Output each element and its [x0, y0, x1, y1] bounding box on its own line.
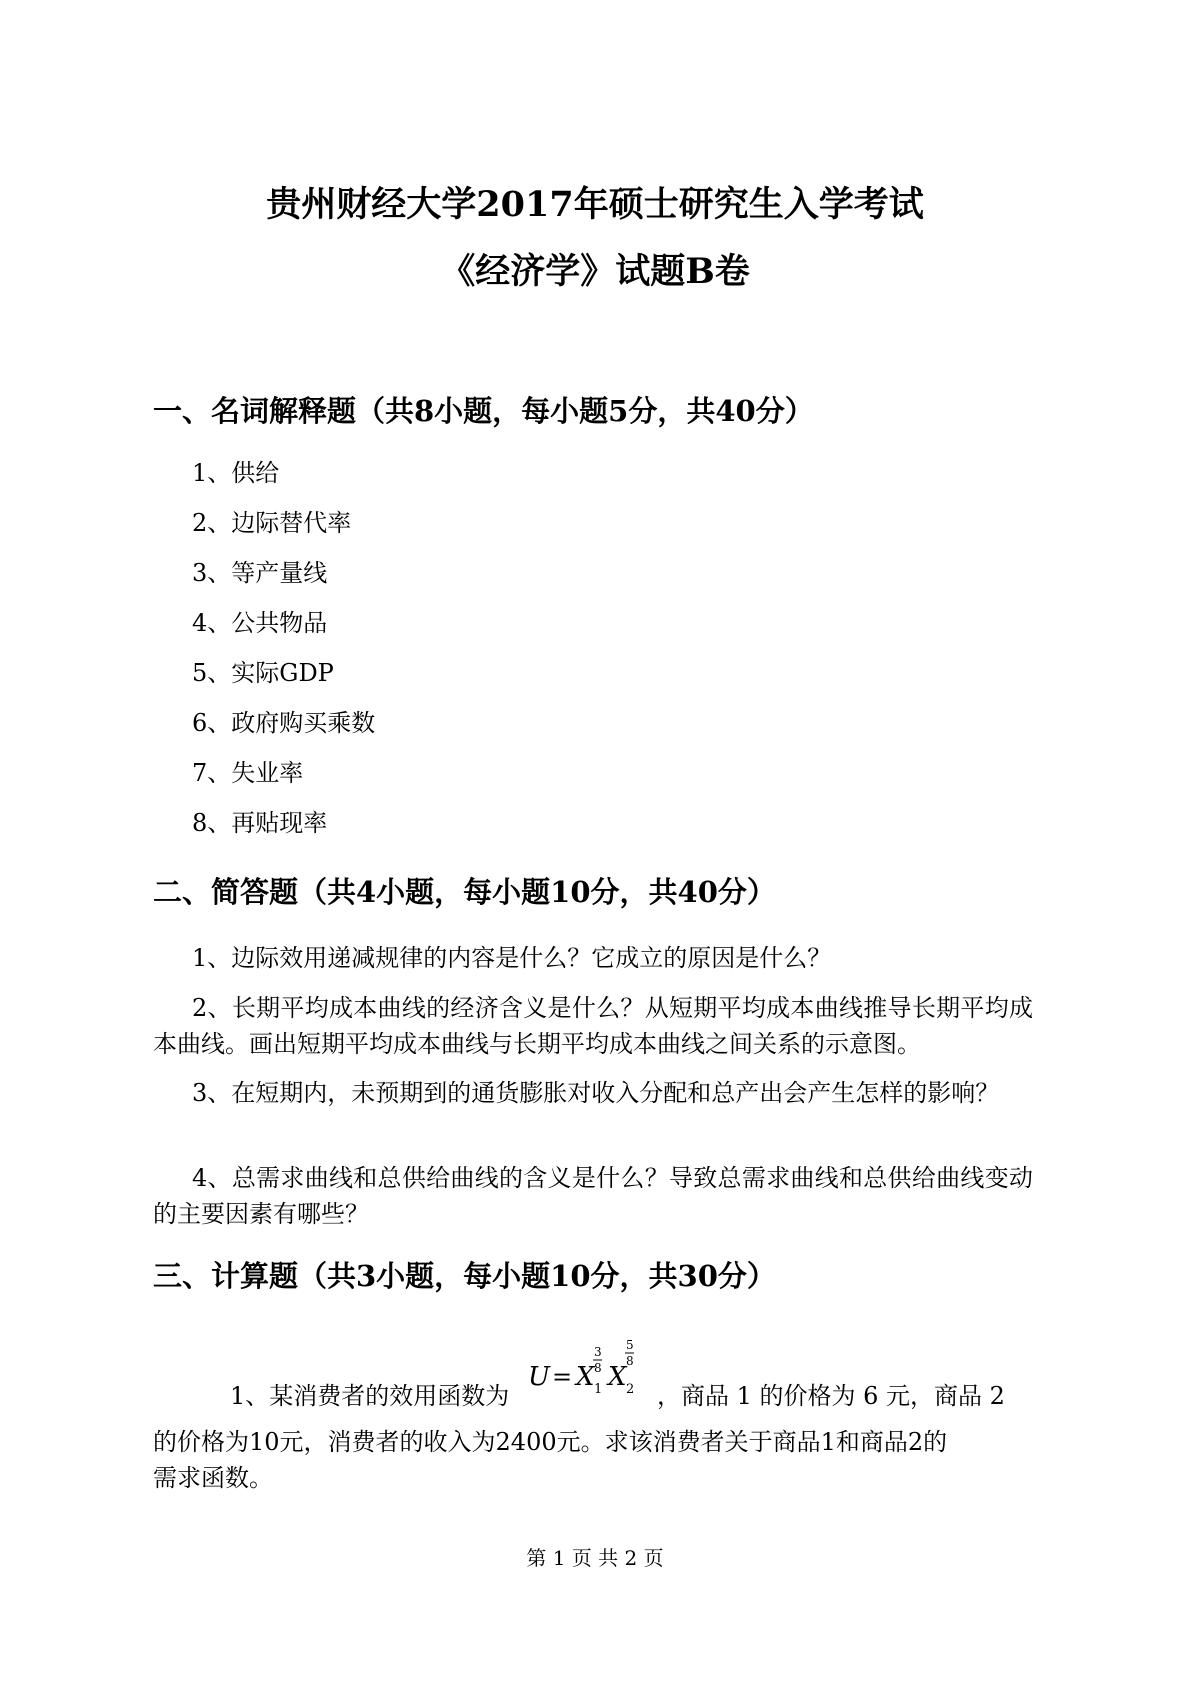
calc-question-1-intro: 1、某消费者的效用函数为 — [230, 1382, 510, 1410]
section-3-heading: 三、计算题（共3小题，每小题10分，共30分） — [153, 1259, 776, 1293]
term-item: 6、政府购买乘数 — [192, 709, 376, 737]
section-1-heading: 一、名词解释题（共8小题，每小题5分，共40分） — [153, 394, 814, 428]
svg-text:8: 8 — [626, 1354, 634, 1368]
exam-title: 贵州财经大学2017年硕士研究生入学考试 — [266, 184, 924, 225]
term-item: 8、再贴现率 — [192, 809, 328, 837]
svg-text:1: 1 — [594, 1382, 603, 1397]
svg-text:8: 8 — [594, 1361, 602, 1375]
svg-text:U: U — [528, 1362, 550, 1392]
utility-formula-graphic — [528, 1337, 654, 1407]
svg-text:X: X — [576, 1362, 595, 1392]
section-2-heading: 二、简答题（共4小题，每小题10分，共40分） — [153, 875, 776, 909]
calc-question-1-line3: 需求函数。 — [153, 1464, 273, 1492]
utility-formula — [528, 1337, 654, 1407]
term-item: 5、实际GDP — [192, 659, 334, 687]
short-answer-question: 2、长期平均成本曲线的经济含义是什么？从短期平均成本曲线推导长期平均成本曲线。画出短期平均成本曲线与长期平均成本曲线之间关系的示意图。 — [153, 994, 1033, 1058]
short-answer-question: 4、总需求曲线和总供给曲线的含义是什么？导致总需求曲线和总供给曲线变动的主要因素有哪些？ — [153, 1164, 1033, 1228]
short-answer-question: 1、边际效用递减规律的内容是什么？它成立的原因是什么？ — [192, 944, 832, 972]
short-answer-question: 3、在短期内，未预期到的通货膨胀对收入分配和总产出会产生怎样的影响？ — [192, 1079, 1000, 1107]
calc-question-1-line2: 的价格为10元，消费者的收入为2400元。求该消费者关于商品1和商品2的 — [153, 1428, 948, 1456]
svg-text:X: X — [608, 1362, 627, 1392]
svg-text:3: 3 — [594, 1345, 602, 1359]
exam-subtitle: 《经济学》试题B卷 — [440, 251, 750, 292]
term-item: 2、边际替代率 — [192, 509, 352, 537]
svg-text:2: 2 — [626, 1382, 635, 1397]
term-item: 1、供给 — [192, 459, 280, 487]
svg-text:5: 5 — [626, 1338, 634, 1352]
calc-question-1-line1-rest: ，商品 1 的价格为 6 元，商品 2 — [657, 1382, 1005, 1410]
term-item: 3、等产量线 — [192, 559, 328, 587]
page-number: 第 1 页 共 2 页 — [526, 1546, 664, 1570]
svg-text:=: = — [552, 1363, 573, 1391]
term-item: 4、公共物品 — [192, 609, 328, 637]
term-item: 7、失业率 — [192, 759, 304, 787]
